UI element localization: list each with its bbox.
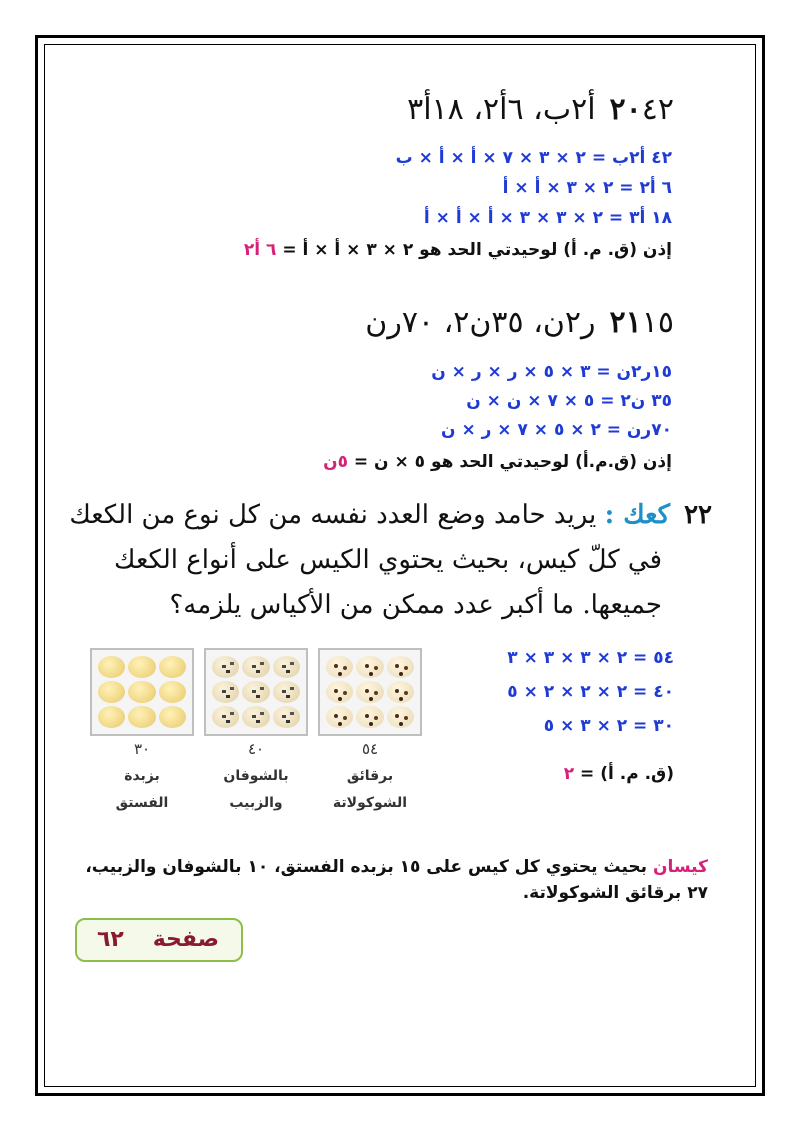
p22-work-3: ٣٠ = ٢ × ٣ × ٥ xyxy=(543,716,674,736)
problem-21-heading xyxy=(365,305,674,340)
tray-name-chocolate-2: الشوكولاتة xyxy=(332,795,408,811)
tray-name-oatmeal-1: بالشوفان xyxy=(223,768,289,784)
tray-count-oatmeal: ٤٠ xyxy=(247,740,265,758)
problem-20-number: ٢٠ xyxy=(609,92,642,127)
p22-answer-line-2: ٢٧ برقائق الشوكولاتة. xyxy=(522,883,708,903)
problem-22-text-1: يريد حامد وضع العدد نفسه من كل نوع من الكعك xyxy=(69,500,597,530)
p21-conclusion-text: إذن (ق.م.أ) لوحيدتي الحد هو ٥ × ن = xyxy=(347,452,672,472)
cookie-tray-chocolate-chip xyxy=(318,648,422,736)
p22-gcf-answer: ٢ xyxy=(563,764,575,784)
problem-22-text-2: في كلّ كيس، بحيث يحتوي الكيس على أنواع الكعك xyxy=(114,545,662,575)
p22-gcf-text: (ق. م. أ) = xyxy=(574,764,674,784)
problem-22-label: كعك : xyxy=(604,500,671,530)
p22-work-1: ٥٤ = ٢ × ٣ × ٣ × ٣ xyxy=(507,648,674,668)
p22-answer-line-1 xyxy=(85,857,708,877)
problem-22-heading xyxy=(69,500,712,530)
cookie-tray-peanut-butter xyxy=(90,648,194,736)
problem-21-expression: ١٥ر٢ن، ٣٥ن٢، ٧٠رن xyxy=(365,305,674,340)
p22-gcf xyxy=(564,764,674,784)
p21-conclusion-answer: ٥ن xyxy=(323,452,348,472)
p22-work-2: ٤٠ = ٢ × ٢ × ٢ × ٥ xyxy=(507,682,674,702)
tray-name-chocolate-1: برقائق xyxy=(346,768,394,784)
p20-line-1: ٤٢ أ٢ب = ٢ × ٣ × ٧ × أ × أ × ب xyxy=(395,148,672,168)
p22-answer-highlight: كيسان xyxy=(652,857,708,877)
p21-line-1: ١٥ر٢ن = ٣ × ٥ × ر × ر × ن xyxy=(431,362,672,382)
problem-21-number: ٢١ xyxy=(609,305,642,340)
tray-name-peanut-1: بزبدة xyxy=(124,768,160,784)
p20-conclusion xyxy=(244,240,672,260)
tray-count-chocolate: ٥٤ xyxy=(361,740,379,758)
p22-answer-rest: بحيث يحتوي كل كيس على ١٥ بزبده الفستق، ١٠ بالشوفان والزبيب، xyxy=(85,857,653,877)
p20-conclusion-answer: ٦ أ٢ xyxy=(243,240,277,260)
tray-name-oatmeal-2: والزبيب xyxy=(229,795,283,811)
problem-20-heading xyxy=(407,92,674,127)
tray-count-peanut: ٣٠ xyxy=(133,740,151,758)
problem-20-expression: ٤٢أ٢ب، ٦أ٢، ١٨أ٣ xyxy=(407,92,674,127)
page-label: صفحة xyxy=(152,927,219,952)
p20-line-2: ٦ أ٢ = ٢ × ٣ × أ × أ xyxy=(502,178,672,198)
page-number-box xyxy=(75,918,243,962)
page-number: ٦٢ xyxy=(97,927,124,952)
p21-conclusion xyxy=(323,452,672,472)
p21-line-2: ٣٥ ن٢ = ٥ × ٧ × ن × ن xyxy=(466,391,672,411)
problem-22-text-3: جميعها. ما أكبر عدد ممكن من الأكياس يلزمه؟ xyxy=(169,590,662,620)
p20-line-3: ١٨ أ٣ = ٢ × ٣ × ٣ × أ × أ × أ xyxy=(423,208,672,228)
cookie-tray-oatmeal-raisin xyxy=(204,648,308,736)
problem-22-number: ٢٢ xyxy=(684,500,712,530)
p21-line-3: ٧٠رن = ٢ × ٥ × ٧ × ر × ن xyxy=(441,420,672,440)
p20-conclusion-text: إذن (ق. م. أ) لوحيدتي الحد هو ٢ × ٣ × أ × أ = xyxy=(276,240,672,260)
tray-name-peanut-2: الفستق xyxy=(115,795,169,811)
